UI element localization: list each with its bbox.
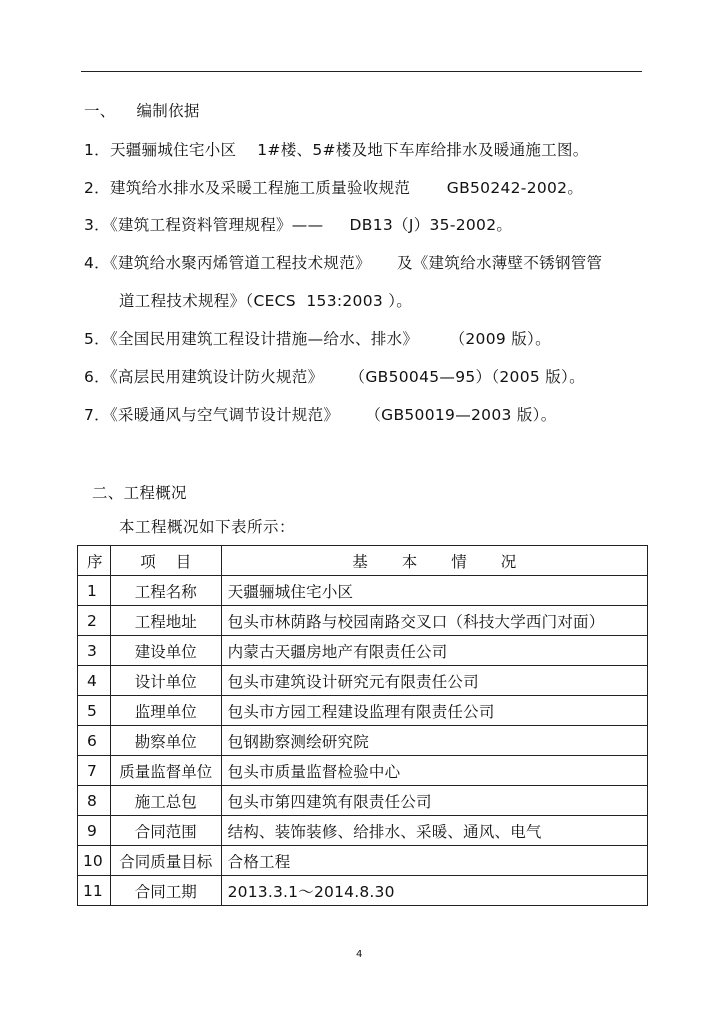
basis-item-1: 1．天疆骊城住宅小区 1#楼、5#楼及地下车库给排水及暖通施工图。 <box>84 141 589 159</box>
section-2-heading: 二、工程概况 <box>92 484 187 502</box>
table-row <box>78 816 648 846</box>
row-info: 合格工程 <box>221 846 647 876</box>
basis-item-7: 7．《采暖通风与空气调节设计规范》 （GB50019—2003 版）。 <box>84 406 557 424</box>
table-row <box>78 876 648 906</box>
row-item: 监理单位 <box>110 696 221 726</box>
row-item: 工程地址 <box>110 606 221 636</box>
header-info: 基本情况 <box>221 546 647 576</box>
row-number: 6 <box>78 726 111 756</box>
row-number: 10 <box>78 846 111 876</box>
row-number: 1 <box>78 576 111 606</box>
row-item: 施工总包 <box>110 786 221 816</box>
row-item: 质量监督单位 <box>110 756 221 786</box>
basis-item-5: 5．《全国民用建筑工程设计措施—给水、排水》 （2009 版）。 <box>84 330 551 348</box>
basis-item-3: 3．《建筑工程资料管理规程》—— DB13（J）35-2002。 <box>84 216 513 234</box>
header-number: 序 <box>78 546 111 576</box>
row-item: 勘察单位 <box>110 726 221 756</box>
row-info: 内蒙古天疆房地产有限责任公司 <box>221 636 647 666</box>
row-info: 包头市方园工程建设监理有限责任公司 <box>221 696 647 726</box>
section-2-intro: 本工程概况如下表所示： <box>119 518 296 536</box>
row-number: 2 <box>78 606 111 636</box>
header-rule <box>81 71 642 72</box>
row-info: 结构、装饰装修、给排水、采暖、通风、电气 <box>221 816 647 846</box>
table-row <box>78 786 648 816</box>
row-info: 2013.3.1～2014.8.30 <box>221 876 647 906</box>
row-item: 工程名称 <box>110 576 221 606</box>
row-item: 建设单位 <box>110 636 221 666</box>
table-row <box>78 576 648 606</box>
row-number: 3 <box>78 636 111 666</box>
table-row <box>78 606 648 636</box>
basis-item-6: 6．《高层民用建筑设计防火规范》 （GB50045—95）（2005 版）。 <box>84 368 585 386</box>
row-info: 包头市建筑设计研究元有限责任公司 <box>221 666 647 696</box>
row-info: 包头市第四建筑有限责任公司 <box>221 786 647 816</box>
basis-item-2: 2．建筑给水排水及采暖工程施工质量验收规范 GB50242-2002。 <box>84 179 584 197</box>
row-number: 8 <box>78 786 111 816</box>
table-row <box>78 696 648 726</box>
table-row <box>78 846 648 876</box>
table-header-row <box>78 546 648 576</box>
row-info: 包钢勘察测绘研究院 <box>221 726 647 756</box>
header-item: 项目 <box>110 546 221 576</box>
basis-item-4-continued: 道工程技术规程》（CECS 153:2003 ）。 <box>119 292 413 310</box>
table-row <box>78 636 648 666</box>
page-number: 4 <box>356 949 363 960</box>
project-overview-table <box>77 545 648 906</box>
table-row <box>78 726 648 756</box>
row-item: 设计单位 <box>110 666 221 696</box>
row-info: 包头市质量监督检验中心 <box>221 756 647 786</box>
row-number: 7 <box>78 756 111 786</box>
row-item: 合同范围 <box>110 816 221 846</box>
table-row <box>78 756 648 786</box>
row-number: 11 <box>78 876 111 906</box>
row-number: 9 <box>78 816 111 846</box>
row-info: 天疆骊城住宅小区 <box>221 576 647 606</box>
row-number: 4 <box>78 666 111 696</box>
table-row <box>78 666 648 696</box>
row-number: 5 <box>78 696 111 726</box>
section-1-heading: 一、 编制依据 <box>84 102 200 120</box>
row-info: 包头市林荫路与校园南路交叉口（科技大学西门对面） <box>221 606 647 636</box>
row-item: 合同质量目标 <box>110 846 221 876</box>
basis-item-4: 4．《建筑给水聚丙烯管道工程技术规范》 及《建筑给水薄壁不锈钢管管 <box>84 254 603 272</box>
row-item: 合同工期 <box>110 876 221 906</box>
